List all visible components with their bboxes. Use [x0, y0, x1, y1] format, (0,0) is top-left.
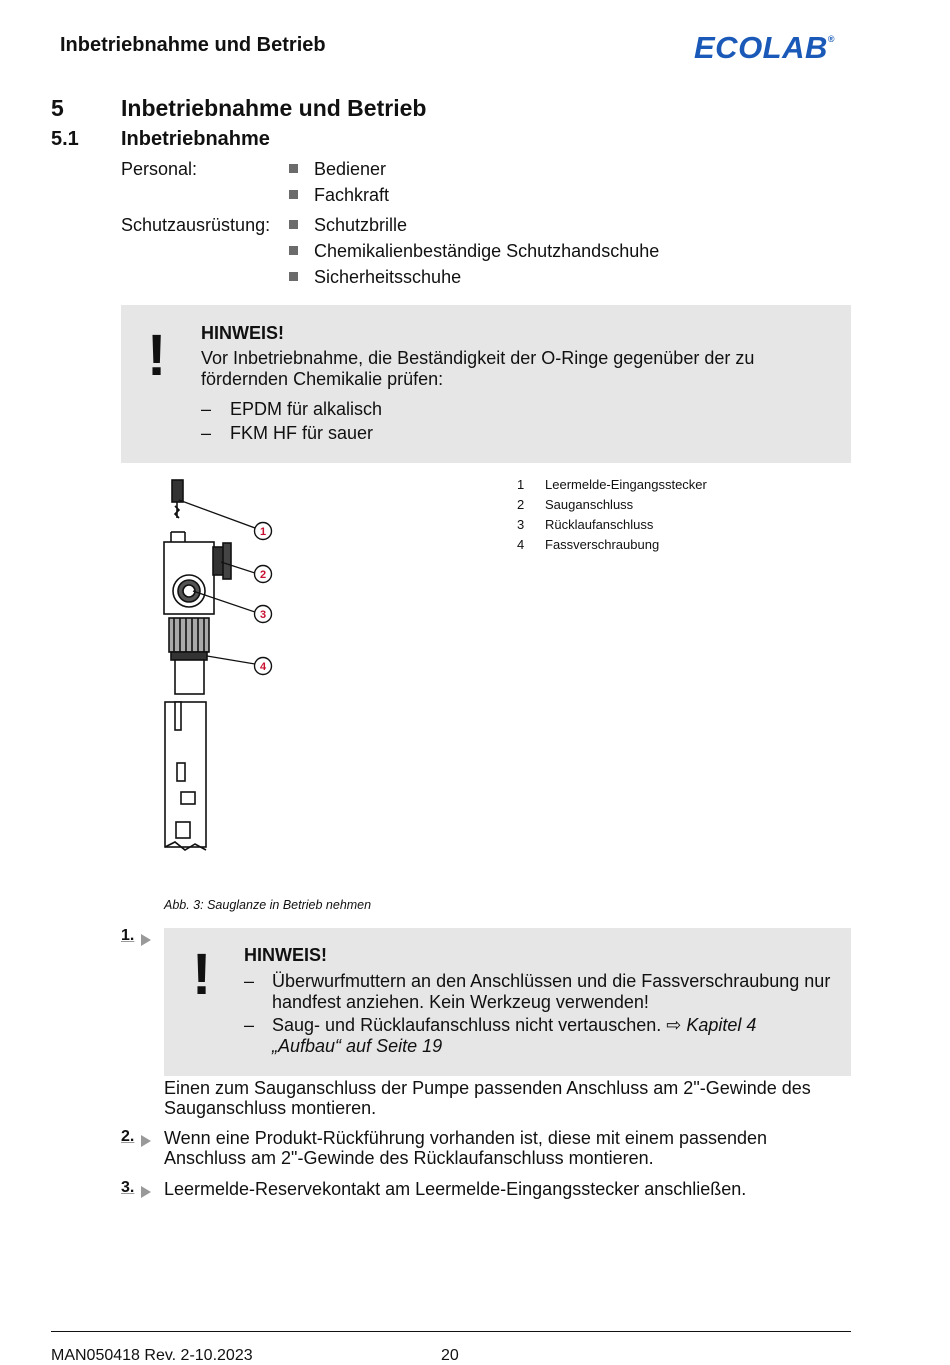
legend-number: 1 [517, 477, 525, 492]
personal-item-text: Bediener [314, 159, 387, 179]
legend-text: Sauganschluss [545, 497, 634, 512]
legend-number: 3 [517, 517, 525, 532]
step-text: Wenn eine Produkt-Rückführung vorhanden ist, diese mit einem passenden Anschluss am 2"-Gewinde des Rücklaufanschluss montieren. [164, 1128, 768, 1168]
notice-list-item: EPDM für alkalisch [230, 399, 383, 419]
ppe-item [289, 215, 407, 236]
notice-list-item: Überwurfmuttern an den Anschlüssen und die Fassverschraubung nur handfest anziehen. Kein Werkzeug verwenden! [272, 971, 831, 1012]
dash-marker: – [201, 423, 212, 443]
step-text: Einen zum Sauganschluss der Pumpe passenden Anschluss am 2"-Gewinde des Sauganschluss montieren. [164, 1078, 811, 1118]
step-arrow-icon [141, 1186, 151, 1198]
notice-heading: HINWEIS! [201, 323, 284, 343]
step-number: 2. [121, 1128, 135, 1145]
callout-number: 4 [259, 661, 267, 673]
notice-list-text: Saug- und Rücklaufanschluss nicht vertauschen. [272, 1015, 662, 1035]
notice-list-item [272, 1015, 772, 1057]
personal-item-text: Fachkraft [314, 185, 390, 205]
legend-text: Fassverschraubung [545, 537, 660, 552]
bullet-square-icon [289, 246, 298, 255]
callout-number: 1 [259, 526, 267, 538]
bullet-square-icon [289, 220, 298, 229]
personal-item [289, 185, 389, 206]
ppe-item [289, 267, 461, 288]
personal-item [289, 159, 386, 180]
legend-text: Leermelde-Eingangsstecker [545, 477, 707, 492]
logo-registered-mark: ® [827, 34, 836, 44]
notice-text: Vor Inbetriebnahme, die Beständigkeit der O-Ringe gegenüber der zu fördernden Chemikalie prüfen: [201, 348, 755, 389]
running-header: Inbetriebnahme und Betrieb [60, 34, 326, 56]
ppe-item-text: Chemikalienbeständige Schutzhandschuhe [314, 241, 660, 261]
dash-marker: – [201, 399, 212, 419]
subsection-number: 5.1 [51, 128, 79, 150]
page-number: 20 [441, 1347, 459, 1364]
section-title: Inbetriebnahme und Betrieb [121, 95, 427, 121]
document-id: MAN050418 Rev. 2-10.2023 [51, 1347, 253, 1364]
ppe-item-text: Sicherheitsschuhe [314, 267, 462, 287]
legend-text: Rücklaufanschluss [545, 517, 654, 532]
suction-lance-figure [155, 470, 290, 860]
subsection-title: Inbetriebnahme [121, 128, 270, 150]
exclamation-icon: ! [192, 942, 212, 1007]
reference-arrow-icon: ⇨ [666, 1015, 682, 1035]
dash-marker: – [244, 1015, 255, 1035]
step-number: 3. [121, 1179, 135, 1196]
figure-caption: Abb. 3: Sauglanze in Betrieb nehmen [164, 898, 372, 912]
notice-box [121, 305, 851, 463]
legend-number: 4 [517, 537, 525, 552]
notice-box [164, 928, 851, 1076]
section-number: 5 [51, 95, 64, 121]
notice-heading: HINWEIS! [244, 945, 327, 965]
step-text: Leermelde-Reservekontakt am Leermelde-Eingangsstecker anschließen. [164, 1179, 747, 1199]
ecolab-logo [694, 30, 835, 66]
step-arrow-icon [141, 1135, 151, 1147]
legend-number: 2 [517, 497, 525, 512]
cross-reference-link[interactable]: Kapitel 4 „Aufbau“ auf Seite 19 [272, 1015, 757, 1056]
bullet-square-icon [289, 190, 298, 199]
step-arrow-icon [141, 934, 151, 946]
callout-number: 3 [259, 609, 267, 621]
step-number: 1. [121, 927, 135, 944]
footer-rule [51, 1331, 851, 1332]
ppe-label: Schutzausrüstung: [121, 215, 271, 235]
ppe-item-text: Schutzbrille [314, 215, 408, 235]
ppe-item [289, 241, 659, 262]
callout-number: 2 [259, 569, 267, 581]
exclamation-icon: ! [147, 323, 167, 388]
dash-marker: – [244, 971, 255, 991]
notice-list-item: FKM HF für sauer [230, 423, 374, 443]
logo-text: ECOLAB [694, 30, 828, 65]
bullet-square-icon [289, 272, 298, 281]
bullet-square-icon [289, 164, 298, 173]
personal-label: Personal: [121, 159, 198, 179]
